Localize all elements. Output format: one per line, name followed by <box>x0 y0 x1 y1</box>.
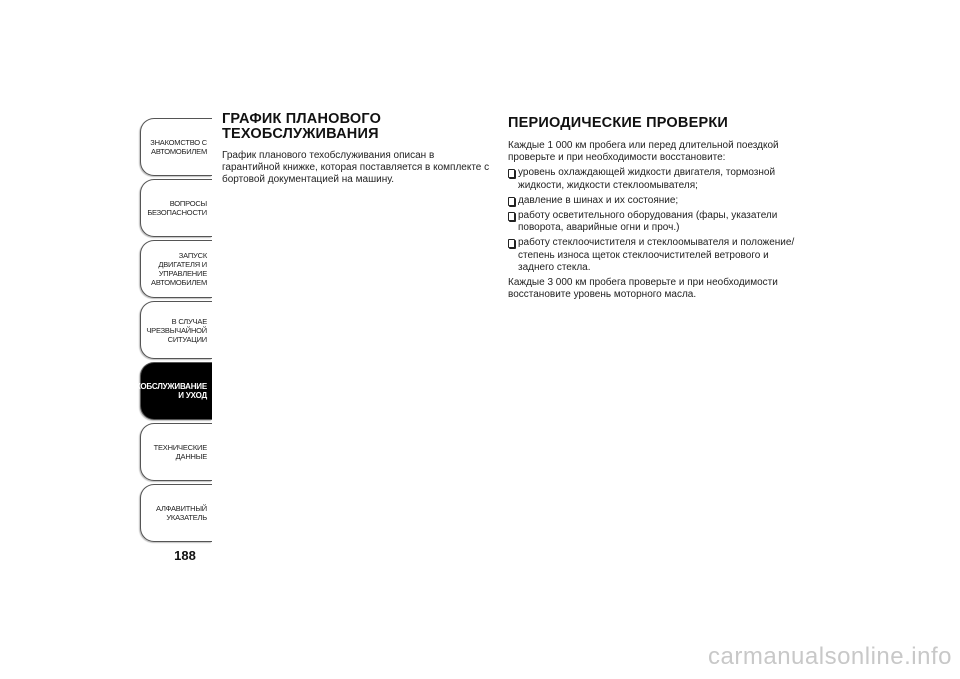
maintenance-schedule-section <box>222 112 494 187</box>
page-number: 188 <box>174 548 196 563</box>
tab-label: ВОПРОСЫ БЕЗОПАСНОСТИ <box>147 199 207 217</box>
section-intro: Каждые 1 000 км пробега или перед длительной поездкой проверьте и при необходимости восстановите: <box>508 140 779 164</box>
section-title: ПЕРИОДИЧЕСКИЕ ПРОВЕРКИ <box>508 115 728 131</box>
checkbox-bullet-icon <box>508 169 515 178</box>
tab-emergency[interactable] <box>140 301 212 359</box>
tab-label: В СЛУЧАЕ ЧРЕЗВЫЧАЙНОЙ СИТУАЦИИ <box>146 316 207 344</box>
checkbox-bullet-icon <box>508 239 515 248</box>
tab-technical-data[interactable] <box>140 423 212 481</box>
tab-label: ЗНАКОМСТВО С АВТОМОБИЛЕМ <box>150 138 207 156</box>
checklist <box>508 167 800 274</box>
watermark: carmanualsonline.info <box>708 643 952 670</box>
tab-index[interactable] <box>140 484 212 542</box>
checkbox-bullet-icon <box>508 197 515 206</box>
tab-maintenance[interactable] <box>125 362 212 420</box>
checklist-item-text: уровень охлаждающей жидкости двигателя, тормозной жидкости, жидкости стеклоомывателя; <box>518 167 776 191</box>
checklist-item-text: работу осветительного оборудования (фары, указатели поворота, аварийные огни и проч.) <box>518 210 778 234</box>
tab-label: ТЕХНИЧЕСКИЕ ДАННЫЕ <box>153 443 207 461</box>
checklist-item <box>508 167 800 191</box>
section-body: График планового техобслуживания описан в гарантийной книжке, которая поставляется в комплекте с бортовой документацией на машину. <box>222 150 490 186</box>
tab-safety[interactable] <box>140 179 212 237</box>
chapter-tabs <box>125 118 212 545</box>
section-title: ГРАФИК ПЛАНОВОГО ТЕХОБСЛУЖИВАНИЯ <box>222 111 382 142</box>
tab-label: АЛФАВИТНЫЙ УКАЗАТЕЛЬ <box>156 504 207 522</box>
section-outro: Каждые 3 000 км пробега проверьте и при необходимости восстановите уровень моторного масла. <box>508 277 778 301</box>
checklist-item-text: давление в шинах и их состояние; <box>518 194 679 206</box>
checkbox-bullet-icon <box>508 212 515 221</box>
checklist-item <box>508 195 800 207</box>
tab-intro[interactable] <box>140 118 212 176</box>
tab-label: ЗАПУСК ДВИГАТЕЛЯ И УПРАВЛЕНИЕ АВТОМОБИЛЕМ <box>151 251 207 287</box>
tab-starting-driving[interactable] <box>140 240 212 298</box>
checklist-item <box>508 210 800 234</box>
tab-label: ТЕХОБСЛУЖИВАНИЕ И УХОД <box>125 382 207 400</box>
checklist-item-text: работу стеклоочистителя и стеклоомывателя и положение/ степень износа щеток стеклоочистителей ветрового и заднего стекла. <box>518 237 795 273</box>
periodic-checks-section <box>508 112 800 301</box>
checklist-item <box>508 237 800 274</box>
